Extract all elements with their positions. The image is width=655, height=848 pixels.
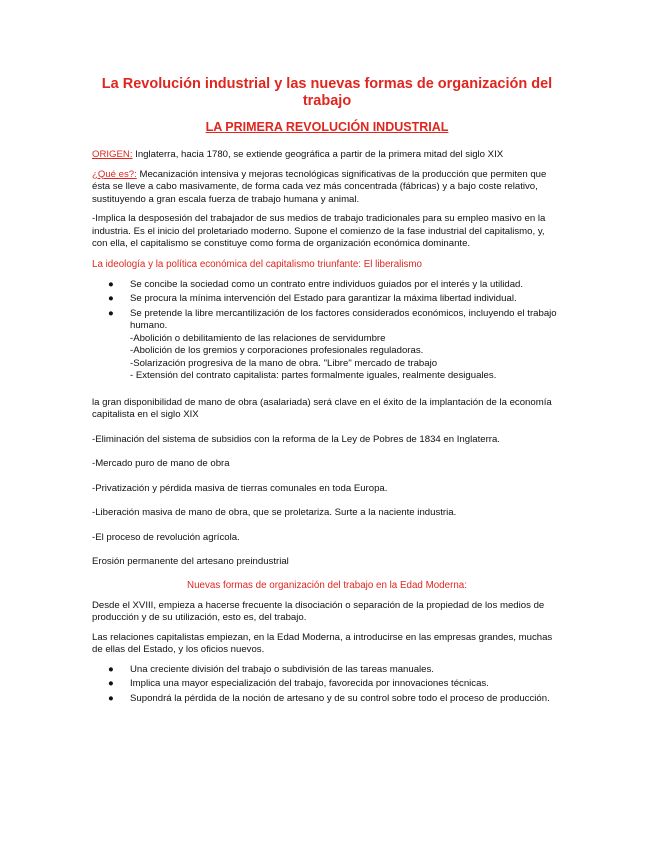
list-item: ● Implica una mayor especialización del trabajo, favorecida por innovaciones técnicas. [108, 678, 489, 689]
origen-text: Inglaterra, hacia 1780, se extiende geográfica a partir de la primera mitad del siglo XIX [132, 149, 504, 160]
mano-obra-paragraph: la gran disponibilidad de mano de obra (asalariada) será clave en el éxito de la implantación de la economía capitalista en el siglo XIX [92, 396, 552, 420]
liberalismo-list [92, 279, 562, 383]
list-item: ● Se pretende la libre mercantilización de los factores considerados económicos, incluyendo el trabajo humano. -Abolición o debilitamiento de las relaciones de servidumbre -Abolición de los gremios y corporaciones profesionales reguladoras. -Solarización progresiva de la mano de obra. "Libre" mercado de trabajo - Extensión del contrato capitalista: partes formalmente iguales, realmente desiguales. [130, 308, 562, 383]
list-item: ● Una creciente división del trabajo o subdivisión de las tareas manuales. [108, 663, 434, 675]
document-page [92, 76, 562, 713]
liberalismo-sublist [130, 333, 562, 383]
bullet-icon: ● [108, 307, 114, 319]
sub-item: -Abolición de los gremios y corporaciones profesionales reguladoras. [130, 345, 424, 356]
bullet-icon: ● [108, 663, 114, 675]
list-item: ● Se concibe la sociedad como un contrato entre individuos guiados por el interés y la utilidad. [108, 278, 524, 290]
bullet-icon: ● [108, 278, 114, 290]
relaciones-paragraph: Las relaciones capitalistas empiezan, en la Edad Moderna, a introducirse en las empresas grandes, muchas de ellas del Estado, y los oficios nuevos. [92, 631, 553, 655]
origen-paragraph [92, 149, 562, 162]
que-es-text: Mecanización intensiva y mejoras tecnológicas significativas de la producción que permiten que ésta se lleve a cabo masivamente, de forma cada vez más concentrada (fábricas) y a bajo coste relativo, sustituyendo a gran escala fuerza de trabajo humana y animal. [92, 168, 547, 205]
bullet-icon: ● [108, 692, 114, 704]
desde-paragraph: Desde el XVIII, empieza a hacerse frecuente la disociación o separación de la propiedad de los medios de producción y de su utilización, esto es, del trabajo. [92, 599, 545, 623]
sub-item: -Solarización progresiva de la mano de obra. "Libre" mercado de trabajo [130, 357, 438, 369]
eliminacion-paragraph: -Eliminación del sistema de subsidios con la reforma de la Ley de Pobres de 1834 en Inglaterra. [92, 433, 500, 445]
que-es-label: ¿Qué es?: [92, 168, 137, 180]
que-es-paragraph [92, 169, 562, 207]
document-title: La Revolución industrial y las nuevas formas de organización del trabajo [101, 76, 553, 109]
liberacion-paragraph: -Liberación masiva de mano de obra, que se proletariza. Surte a la naciente industria. [92, 507, 457, 518]
erosion-paragraph: Erosión permanente del artesano preindustrial [92, 556, 289, 567]
implica-paragraph: -Implica la desposesión del trabajador de sus medios de trabajo tradicionales para su empleo masivo en la industria. Es el inicio del proletariado moderno. Supone el comienzo de la fase industrial del capitalismo, y, con ella, el capitalismo se constituye como forma de organización económica dominante. [92, 213, 546, 249]
privatizacion-paragraph: -Privatización y pérdida masiva de tierras comunales en toda Europa. [92, 482, 388, 494]
bullet-icon: ● [108, 678, 114, 689]
mercado-paragraph: -Mercado puro de mano de obra [92, 458, 230, 469]
section-title: LA PRIMERA REVOLUCIÓN INDUSTRIAL [205, 120, 449, 134]
nuevas-formas-heading: Nuevas formas de organización del trabajo en la Edad Moderna: [187, 579, 467, 591]
list-item: ● Supondrá la pérdida de la noción de artesano y de su control sobre todo el proceso de producción. [108, 692, 550, 704]
proceso-paragraph: -El proceso de revolución agrícola. [92, 531, 240, 543]
moderna-list [92, 664, 562, 706]
ideologia-heading: La ideología y la política económica del capitalismo triunfante: El liberalismo [92, 258, 423, 270]
bullet-icon: ● [108, 293, 114, 304]
list-item: ● Se procura la mínima intervención del Estado para garantizar la máxima libertad individual. [108, 293, 517, 304]
sub-item: -Abolición o debilitamiento de las relaciones de servidumbre [130, 332, 386, 344]
sub-item: - Extensión del contrato capitalista: partes formalmente iguales, realmente desiguales. [130, 370, 497, 381]
origen-label: ORIGEN: [92, 149, 133, 160]
